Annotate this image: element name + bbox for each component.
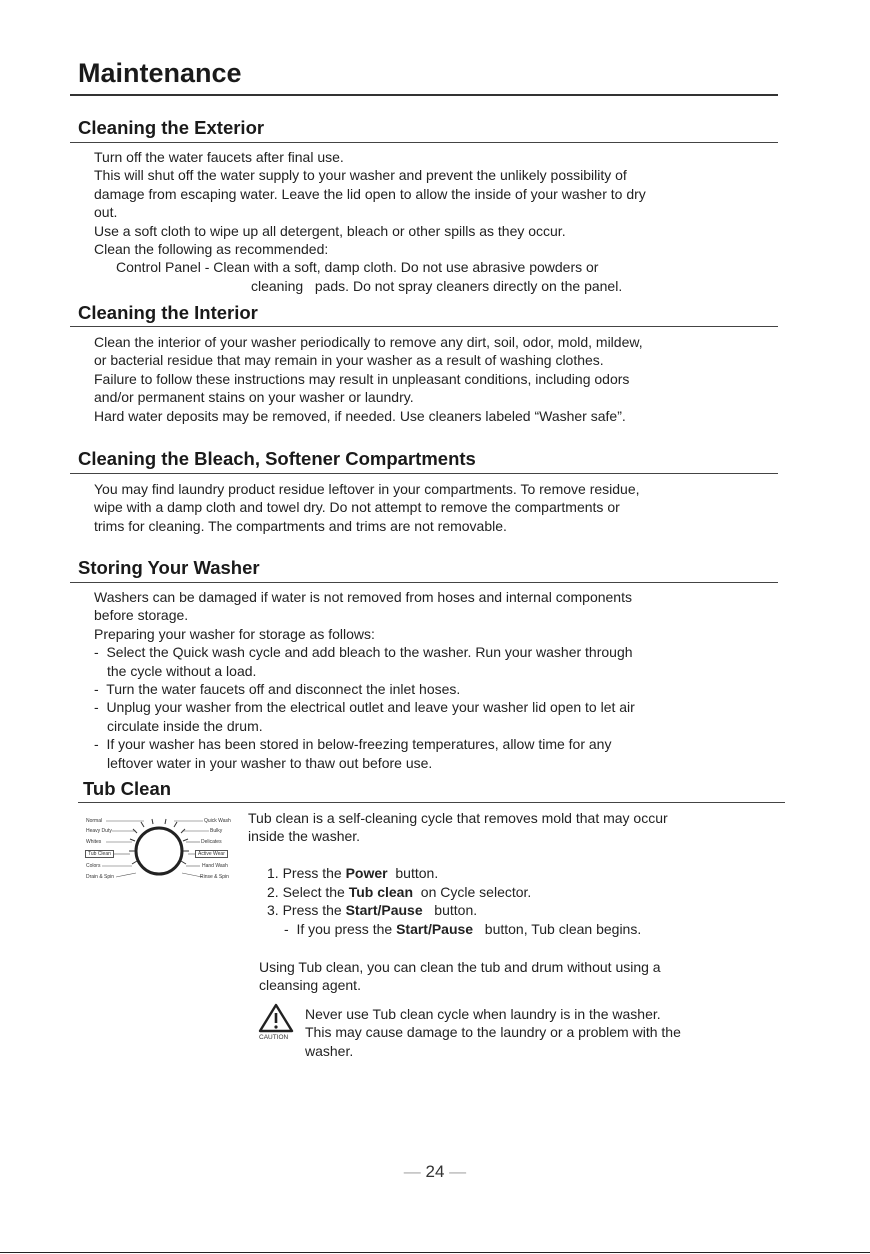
cycle-selector-illustration bbox=[84, 815, 234, 887]
tub-clean-divider bbox=[78, 802, 785, 803]
tub-clean-note-line: Using Tub clean, you can clean the tub and drum without using a bbox=[259, 959, 661, 975]
dial-label-whites: Whites bbox=[86, 839, 102, 845]
tub-clean-intro bbox=[248, 809, 668, 846]
interior-line: and/or permanent stains on your washer or laundry. bbox=[94, 389, 414, 406]
storing-line: Washers can be damaged if water is not removed from hoses and internal components bbox=[94, 589, 632, 605]
step-3-note: - If you press the Start/Pause button, Tub clean begins. bbox=[284, 920, 642, 937]
caution-block bbox=[258, 1003, 298, 1045]
tub-clean-note bbox=[259, 958, 661, 995]
compartments-text bbox=[94, 480, 640, 535]
tub-clean-intro-line: Tub clean is a self-cleaning cycle that removes mold that may occur bbox=[248, 810, 668, 826]
storing-divider bbox=[70, 582, 778, 583]
interior-line: Failure to follow these instructions may result in unpleasant conditions, including odors bbox=[94, 370, 630, 387]
exterior-line: damage from escaping water. Leave the lid open to allow the inside of your washer to dry bbox=[94, 185, 646, 202]
tub-clean-note-line: cleansing agent. bbox=[259, 977, 361, 994]
storing-line: - If your washer has been stored in below-freezing temperatures, allow time for any bbox=[94, 736, 612, 753]
tub-clean-steps bbox=[267, 864, 641, 938]
tub-clean-heading: Tub Clean bbox=[83, 778, 172, 799]
page-number-value: 24 bbox=[425, 1162, 445, 1181]
page-bottom-edge bbox=[0, 1252, 870, 1253]
dial-label-bulky: Bulky bbox=[210, 828, 223, 834]
interior-line: or bacterial residue that may remain in your washer as a result of washing clothes. bbox=[94, 352, 604, 369]
dial-label-tub-clean: Tub Clean bbox=[85, 850, 114, 858]
compartments-heading: Cleaning the Bleach, Softener Compartments bbox=[78, 448, 476, 469]
tub-clean-intro-line: inside the washer. bbox=[248, 828, 361, 845]
page-number: — 24 — bbox=[403, 1162, 467, 1181]
page-title: Maintenance bbox=[78, 58, 242, 88]
dial-label-colors: Colors bbox=[86, 863, 101, 869]
dial-label-rinse-spin: Rinse & Spin bbox=[200, 874, 229, 880]
dial-label-heavy-duty: Heavy Duty bbox=[86, 828, 112, 834]
exterior-line: cleaning pads. Do not spray cleaners directly on the panel. bbox=[251, 277, 623, 294]
exterior-line: out. bbox=[94, 204, 118, 221]
exterior-divider bbox=[70, 142, 778, 143]
interior-line: Hard water deposits may be removed, if needed. Use cleaners labeled “Washer safe”. bbox=[94, 407, 626, 424]
storing-line: the cycle without a load. bbox=[107, 662, 257, 679]
storing-heading: Storing Your Washer bbox=[78, 557, 260, 578]
interior-text bbox=[94, 333, 643, 425]
storing-line: leftover water in your washer to thaw out before use. bbox=[107, 754, 433, 771]
title-divider bbox=[70, 94, 778, 96]
compartments-divider bbox=[70, 473, 778, 474]
caution-line: Never use Tub clean cycle when laundry is in the washer. bbox=[305, 1006, 661, 1022]
storing-line: - Select the Quick wash cycle and add bleach to the washer. Run your washer through bbox=[94, 644, 633, 661]
caution-line: washer. bbox=[305, 1042, 354, 1059]
caution-text bbox=[305, 1005, 681, 1060]
exterior-heading: Cleaning the Exterior bbox=[78, 117, 265, 138]
exterior-line: Use a soft cloth to wipe up all detergent, bleach or other spills as they occur. bbox=[94, 222, 566, 239]
dial-label-hand-wash: Hand Wash bbox=[202, 863, 228, 869]
interior-line: Clean the interior of your washer periodically to remove any dirt, soil, odor, mold, mildew, bbox=[94, 334, 643, 350]
step-3: 3. Press the Start/Pause button. bbox=[267, 902, 478, 918]
storing-line: - Unplug your washer from the electrical outlet and leave your washer lid open to let air bbox=[94, 699, 635, 716]
exterior-line: Control Panel - Clean with a soft, damp cloth. Do not use abrasive powders or bbox=[116, 259, 599, 276]
interior-heading: Cleaning the Interior bbox=[78, 302, 258, 323]
exterior-line: Clean the following as recommended: bbox=[94, 241, 329, 258]
dial-label-delicates: Delicates bbox=[201, 839, 222, 845]
interior-divider bbox=[70, 326, 778, 327]
caution-triangle-icon bbox=[258, 1003, 294, 1033]
dial-label-normal: Normal bbox=[86, 818, 103, 824]
exterior-line: Turn off the water faucets after final use. bbox=[94, 149, 344, 165]
dial-label-quick-wash: Quick Wash bbox=[204, 818, 231, 824]
exterior-text bbox=[94, 148, 646, 295]
storing-line: - Turn the water faucets off and disconnect the inlet hoses. bbox=[94, 681, 461, 698]
step-2: 2. Select the Tub clean on Cycle selector. bbox=[267, 883, 532, 900]
caution-label: CAUTION bbox=[259, 1034, 289, 1041]
dial-label-active-wear: Active Wear bbox=[195, 850, 228, 858]
compartments-line: You may find laundry product residue leftover in your compartments. To remove residue, bbox=[94, 481, 640, 497]
exterior-line: This will shut off the water supply to your washer and prevent the unlikely possibility of bbox=[94, 167, 627, 184]
compartments-line: trims for cleaning. The compartments and trims are not removable. bbox=[94, 517, 507, 534]
storing-text bbox=[94, 588, 635, 772]
step-1: 1. Press the Power button. bbox=[267, 865, 439, 881]
compartments-line: wipe with a damp cloth and towel dry. Do not attempt to remove the compartments or bbox=[94, 499, 620, 516]
dial-label-drain-spin: Drain & Spin bbox=[86, 874, 115, 880]
storing-line: circulate inside the drum. bbox=[107, 717, 263, 734]
storing-line: before storage. bbox=[94, 607, 189, 624]
caution-line: This may cause damage to the laundry or a problem with the bbox=[305, 1024, 681, 1041]
storing-line: Preparing your washer for storage as follows: bbox=[94, 625, 375, 642]
